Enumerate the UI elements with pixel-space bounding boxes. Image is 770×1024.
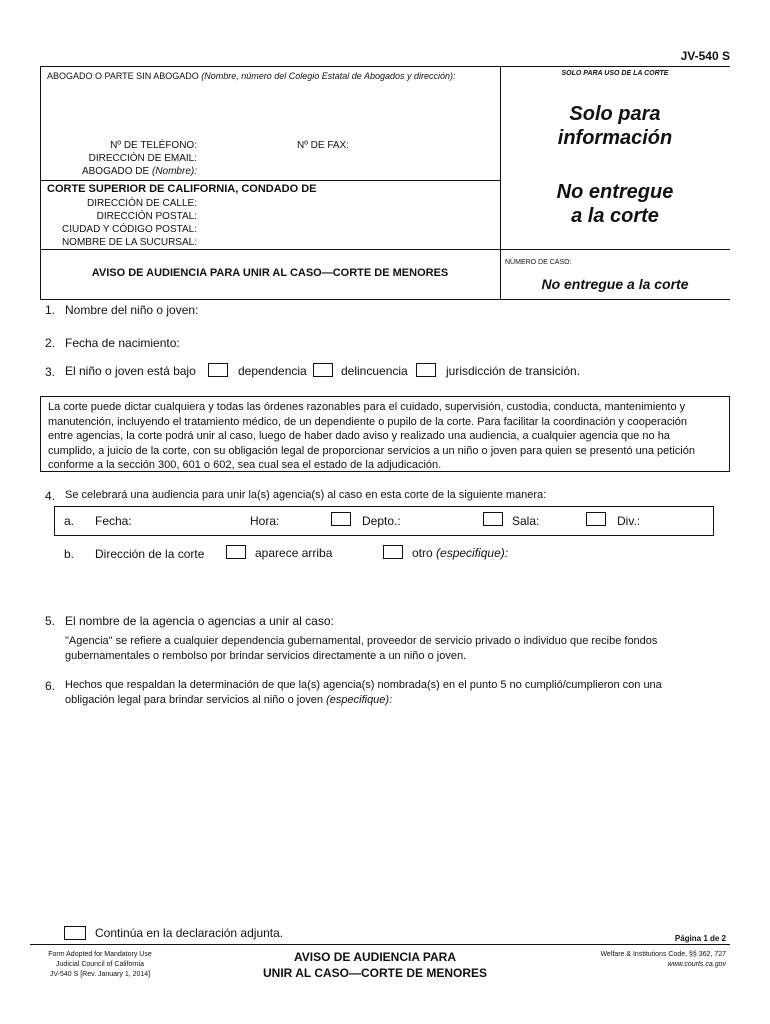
caption-line-title [40, 249, 730, 250]
other-label: otro [412, 546, 433, 560]
item-4-number: 4. [45, 489, 56, 503]
watermark-line-3: No entregue [556, 181, 674, 203]
agency-definition-line-2: gubernamentales o rembolso por brindar servicios directamente a un niño o joven. [65, 650, 467, 662]
agency-definition-line-1: "Agencia" se refiere a cualquier dependencia gubernamental, proveedor de servicio privado o individuo que recibe fondos [65, 635, 658, 647]
email-label: DIRECCIÓN DE EMAIL: [88, 153, 197, 164]
footer-title-line-2: UNIR AL CASO—CORTE DE MENORES [262, 966, 487, 980]
footer-rule [30, 944, 730, 945]
item-1-number: 1. [45, 303, 56, 317]
caption-line-court [40, 180, 500, 181]
dependency-checkbox[interactable] [208, 363, 228, 377]
city-label: CIUDAD Y CÓDIGO POSTAL: [61, 224, 197, 235]
agency-definition [65, 634, 657, 664]
div-label: Div.: [617, 514, 641, 528]
other-address-field[interactable] [412, 546, 508, 560]
other-hint: (especifique): [436, 546, 509, 560]
court-address-label: Dirección de la corte [95, 547, 205, 561]
watermark-do-not-file [500, 180, 730, 228]
attorney-for-field[interactable] [40, 166, 197, 177]
footer-title-line-1: AVISO DE AUDIENCIA PARA [293, 950, 456, 964]
dept-checkbox[interactable] [331, 512, 351, 526]
delinquency-label: delincuencia [341, 364, 408, 378]
notice-line-4: cumplido, a juicio de la corte, con su obligación legal de proporcionar servicios a un niño o joven para quien se presentó una petición [48, 444, 695, 457]
notice-line-5: conforme a la sección 300, 601 o 602, sea cual sea el estado de la adjudicación. [48, 459, 442, 471]
item-3-number: 3. [45, 365, 56, 379]
continued-checkbox[interactable] [64, 926, 86, 940]
attorney-for-hint: (Nombre): [151, 166, 197, 177]
item-6-number: 6. [45, 679, 56, 693]
court-title: CORTE SUPERIOR DE CALIFORNIA, CONDADO DE [47, 183, 317, 195]
caption-bottom-border [40, 299, 730, 300]
child-name-label: Nombre del niño o joven: [65, 303, 199, 317]
hearing-time-field[interactable]: Hora: [250, 514, 280, 528]
attorney-field[interactable] [47, 71, 497, 81]
item-2-number: 2. [45, 336, 56, 350]
facts-field[interactable] [65, 678, 662, 708]
div-checkbox[interactable] [586, 512, 606, 526]
street-label: DIRECCIÓN DE CALLE: [86, 198, 197, 209]
attorney-for-label: ABOGADO DE [81, 166, 150, 177]
caption-left-border [40, 66, 41, 299]
watermark-info [500, 102, 730, 150]
hearing-label: Se celebrará una audiencia para unir la(s) agencia(s) al caso en esta corte de la siguiente manera: [65, 489, 547, 501]
hearing-a-letter: a. [64, 514, 75, 528]
attorney-label: ABOGADO O PARTE SIN ABOGADO [47, 71, 199, 81]
fax-label: Nº DE FAX: [297, 140, 349, 151]
document-title: AVISO DE AUDIENCIA PARA UNIR AL CASO—CORTE DE MENORES [91, 267, 449, 279]
watermark-line-1: Solo para [569, 103, 661, 125]
notice-line-3: entre agencias, la corte podrá unir al caso, luego de haber dado aviso y realizado una audiencia, a cualquier agencia que no ha [48, 430, 670, 442]
code-citation: Welfare & Institutions Code, §§ 362, 727 [600, 951, 726, 958]
form-adopted [25, 950, 175, 980]
court-use-label: SOLO PARA USO DE LA CORTE [561, 70, 669, 77]
adopted-line-2: Judicial Council of California [56, 961, 144, 968]
case-number-watermark: No entregue a la corte [541, 276, 689, 292]
other-address-checkbox[interactable] [383, 545, 403, 559]
item-5-number: 5. [45, 614, 56, 628]
shown-above-checkbox[interactable] [226, 545, 246, 559]
room-checkbox[interactable] [483, 512, 503, 526]
courts-url[interactable]: www.courts.ca.gov [667, 961, 726, 968]
shown-above-label: aparece arriba [255, 546, 333, 560]
footer-title [235, 949, 515, 981]
phone-label: Nº DE TELÉFONO: [110, 140, 197, 151]
facts-line-1: Hechos que respaldan la determinación de que la(s) agencia(s) nombrada(s) en el punto 5 no cumplió/cumplieron con una [65, 679, 662, 691]
court-notice-text [48, 400, 728, 473]
transition-checkbox[interactable] [416, 363, 436, 377]
delinquency-checkbox[interactable] [313, 363, 333, 377]
hearing-date-field[interactable]: Fecha: [95, 514, 132, 528]
dept-label: Depto.: [362, 514, 401, 528]
transition-label: jurisdicción de transición. [446, 364, 581, 378]
facts-line-2: obligación legal para brindar servicios al niño o joven [65, 694, 324, 706]
page-number: Página 1 de 2 [674, 934, 726, 943]
caption-top-border [40, 66, 730, 67]
facts-hint: (especifique): [326, 694, 393, 706]
case-number-label: NÚMERO DE CASO: [505, 259, 572, 266]
hearing-b-letter: b. [64, 547, 75, 561]
attorney-hint: (Nombre, número del Colegio Estatal de Abogados y dirección): [201, 71, 456, 81]
dependency-label: dependencia [238, 364, 307, 378]
adopted-line-3: JV-540 S [Rev. January 1, 2014] [49, 971, 151, 978]
notice-line-1: La corte puede dictar cualquiera y todas las órdenes razonables para el cuidado, supervisión, custodia, conducta, mantenimiento y [48, 401, 686, 413]
adopted-line-1: Form Adopted for Mandatory Use [48, 951, 152, 958]
notice-line-2: manutención, incluyendo el tratamiento médico, de un dependiente o pupilo de la corte. Para facilitar la coordinación y cooperación [48, 415, 688, 428]
branch-label: NOMBRE DE LA SUCURSAL: [61, 237, 197, 248]
watermark-line-2: información [557, 127, 673, 149]
room-label: Sala: [512, 514, 540, 528]
jurisdiction-label: El niño o joven está bajo [65, 364, 196, 378]
birthdate-label: Fecha de nacimiento: [65, 336, 180, 350]
continued-label: Continúa en la declaración adjunta. [95, 926, 284, 940]
agency-name-label[interactable]: El nombre de la agencia o agencias a unir al caso: [65, 614, 334, 628]
watermark-line-4: a la corte [571, 205, 659, 227]
footer-code [540, 950, 726, 970]
form-id: JV-540 S [680, 49, 730, 63]
mailing-label: DIRECCIÓN POSTAL: [96, 211, 197, 222]
